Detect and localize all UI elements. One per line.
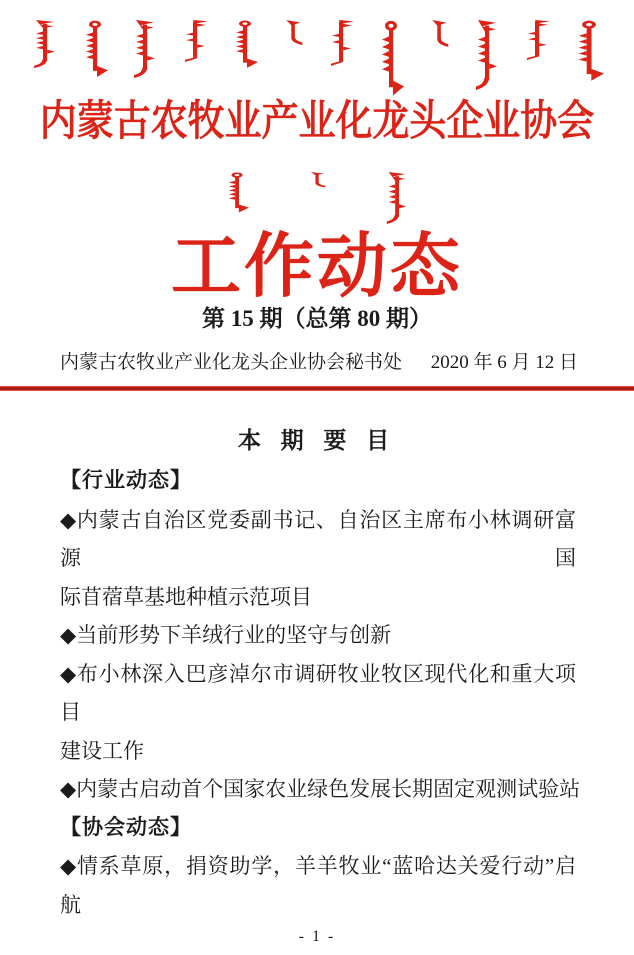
mongolian-word-glyph	[232, 20, 258, 72]
mongolian-word-glyph	[574, 20, 604, 86]
mongolian-word-glyph	[524, 20, 550, 60]
mongolian-word-glyph	[132, 20, 158, 78]
mongolian-word-glyph	[82, 20, 108, 82]
mongolian-word-glyph	[307, 172, 327, 188]
org-title: 内蒙古农牧业产业化龙头企业协会	[39, 99, 595, 145]
mongolian-word-glyph	[328, 20, 354, 66]
newsletter-title: 工作动态	[171, 229, 463, 306]
toc-section-industry: 【行业动态】	[60, 469, 192, 492]
table-of-contents	[60, 462, 581, 924]
toc-item: ◆情系草原，捐资助学，羊羊牧业“蓝哈达关爱行动”启航	[60, 854, 576, 917]
mongolian-word-glyph	[182, 20, 208, 62]
toc-item: ◆当前形势下羊绒行业的坚守与创新	[60, 623, 392, 647]
page-number: - 1 -	[298, 928, 336, 945]
mongolian-word-glyph	[282, 20, 304, 46]
publisher-date-row	[60, 347, 578, 374]
toc-item: ◆内蒙古自治区党委副书记、自治区主席布小林调研富源国	[60, 507, 576, 570]
mongolian-word-glyph	[32, 20, 58, 68]
mongolian-word-glyph	[428, 20, 450, 48]
issue-number: 第 15 期（总第 80 期）	[202, 306, 432, 331]
toc-item: ◆内蒙古启动首个国家农业绿色发展长期固定观测试验站	[60, 777, 581, 801]
publisher-name: 内蒙古农牧业产业化龙头企业协会秘书处	[60, 352, 403, 373]
mongolian-word-glyph	[474, 20, 500, 90]
toc-section-association: 【协会动态】	[60, 815, 192, 839]
toc-item-continuation: 建设工作	[60, 738, 144, 763]
masthead-divider-rule	[0, 386, 634, 391]
toc-item: ◆布小林深入巴彦淖尔市调研牧业牧区现代化和重大项目	[60, 661, 576, 724]
contents-heading: 本 期 要 目	[237, 428, 397, 453]
toc-item-continuation: 际苜蓿草基地种植示范项目	[60, 584, 312, 609]
publish-date: 2020 年 6 月 12 日	[430, 352, 578, 373]
